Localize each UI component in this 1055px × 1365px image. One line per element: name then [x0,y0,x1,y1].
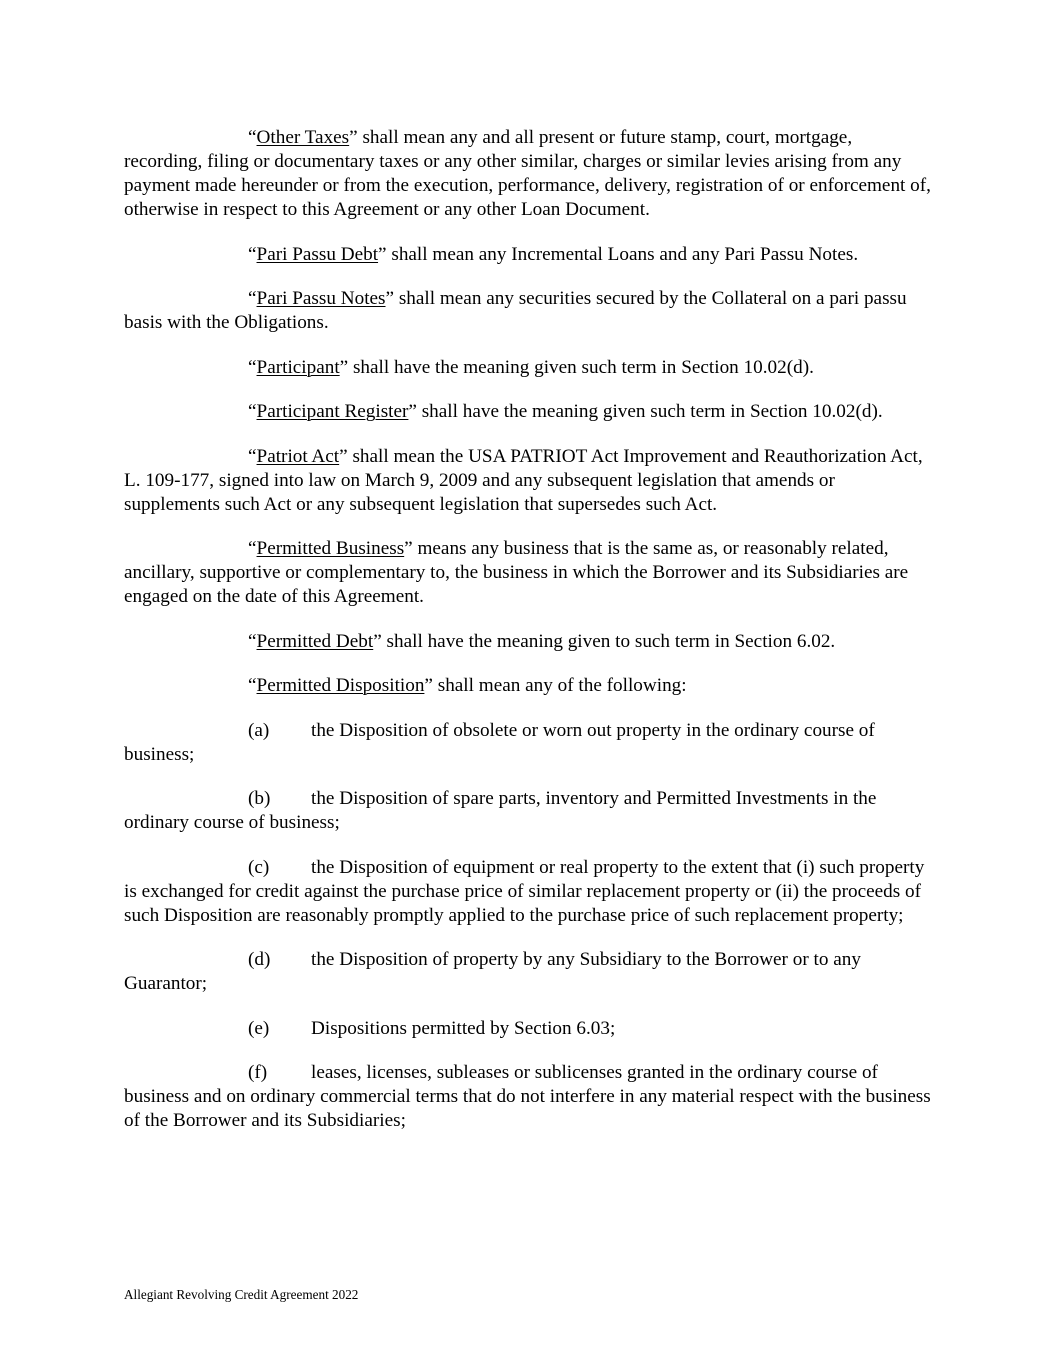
list-item-label: (a) [248,719,270,741]
definition-participant-register: “Participant Register” shall have the meaning given such term in Section 10.02(d). [248,401,883,422]
definition-other-taxes: “Other Taxes” shall mean any and all present or future stamp, court, mortgage, recording, filing or documentary taxes or any other similar, charges or similar levies arising from any payment made hereunder or from the execution, performance, delivery, registration of or enforcement of, otherwise in respect to this Agreement or any other Loan Document. [124,127,931,220]
list-item-d [124,948,932,996]
definition-text: ” shall mean any of the following: [424,675,687,696]
list-item-b [124,787,932,835]
definition-text: ” shall have the meaning given such term in Section 10.02(d). [408,401,883,422]
list-item-a [124,719,932,767]
defined-term: Pari Passu Debt [256,243,379,265]
list-item-label: (b) [248,788,271,809]
definition-participant: “Participant” shall have the meaning given such term in Section 10.02(d). [248,356,814,378]
definition-permitted-debt: “Permitted Debt” shall have the meaning given to such term in Section 6.02. [248,630,836,652]
list-item-label: (c) [248,856,270,878]
list-item-label: (f) [248,1062,268,1083]
definition-text: ” shall mean any Incremental Loans and any Pari Passu Notes. [378,243,859,265]
definition-pari-passu-debt: “Pari Passu Debt” shall mean any Incremental Loans and any Pari Passu Notes. [248,243,859,265]
defined-term: Permitted Debt [256,630,374,652]
list-item-text: the Disposition of property by any Subsidiary to the Borrower or to any Guarantor; [124,949,861,994]
list-item-text: the Disposition of spare parts, inventory and Permitted Investments in the ordinary course of business; [124,788,877,833]
list-item-text: the Disposition of obsolete or worn out property in the ordinary course of business; [124,719,875,765]
defined-term: Participant [256,356,340,378]
list-item-c [124,856,932,928]
defined-term: Permitted Business [256,538,405,559]
document-body [124,126,932,1154]
list-item-text: leases, licenses, subleases or sublicenses granted in the ordinary course of business and on ordinary commercial terms that do not interfere in any material respect with the business of the Borrower and its Subsidiaries; [124,1062,931,1131]
definition-text: ” shall mean the USA PATRIOT Act Improvement and Reauthorization Act, L. 109-177, signed into law on March 9, 2009 and any subsequent legislation that amends or supplements such Act or any subsequent legislation that supersedes such Act. [124,445,923,515]
definition-pari-passu-notes: “Pari Passu Notes” shall mean any securities secured by the Collateral on a pari passu basis with the Obligations. [124,288,907,333]
definition-text: ” shall mean any and all present or future stamp, court, mortgage, recording, filing or documentary taxes or any other similar, charges or similar levies arising from any payment made hereunder or from the execution, performance, delivery, registration of or enforcement of, otherwise in respect to this Agreement or any other Loan Document. [124,127,931,220]
definition-text: ” means any business that is the same as, or reasonably related, ancillary, supportive or complementary to, the business in which the Borrower and its Subsidiaries are engaged on the date of this Agreement. [124,538,909,607]
defined-term: Other Taxes [256,127,350,148]
list-item-e [124,1017,932,1041]
definition-text: ” shall mean any securities secured by the Collateral on a pari passu basis with the Obligations. [124,288,907,333]
defined-term: Permitted Disposition [256,675,425,696]
page-footer: Allegiant Revolving Credit Agreement 2022 [124,1287,359,1302]
defined-term: Patriot Act [256,445,340,467]
defined-term: Pari Passu Notes [256,288,386,309]
list-item-text: the Disposition of equipment or real property to the extent that (i) such property is exchanged for credit against the purchase price of similar replacement property or (ii) the proceeds of such Disposition are reasonably promptly applied to the purchase price of such replacement property; [124,856,925,926]
list-item-text: Dispositions permitted by Section 6.03; [311,1017,616,1039]
list-item-f [124,1061,932,1133]
definition-text: ” shall have the meaning given to such term in Section 6.02. [373,630,836,652]
definition-permitted-disposition: “Permitted Disposition” shall mean any of the following: [248,675,687,696]
definition-text: ” shall have the meaning given such term in Section 10.02(d). [339,356,814,378]
list-item-label: (d) [248,949,271,970]
list-item-label: (e) [248,1017,270,1039]
definition-permitted-business: “Permitted Business” means any business that is the same as, or reasonably related, ancillary, supportive or complementary to, the business in which the Borrower and its Subsidiaries are engaged on the date of this Agreement. [124,538,909,607]
definition-patriot-act: “Patriot Act” shall mean the USA PATRIOT Act Improvement and Reauthorization Act, L. 109-177, signed into law on March 9, 2009 and any subsequent legislation that amends or supplements such Act or any subsequent legislation that supersedes such Act. [124,445,923,515]
defined-term: Participant Register [256,401,409,422]
